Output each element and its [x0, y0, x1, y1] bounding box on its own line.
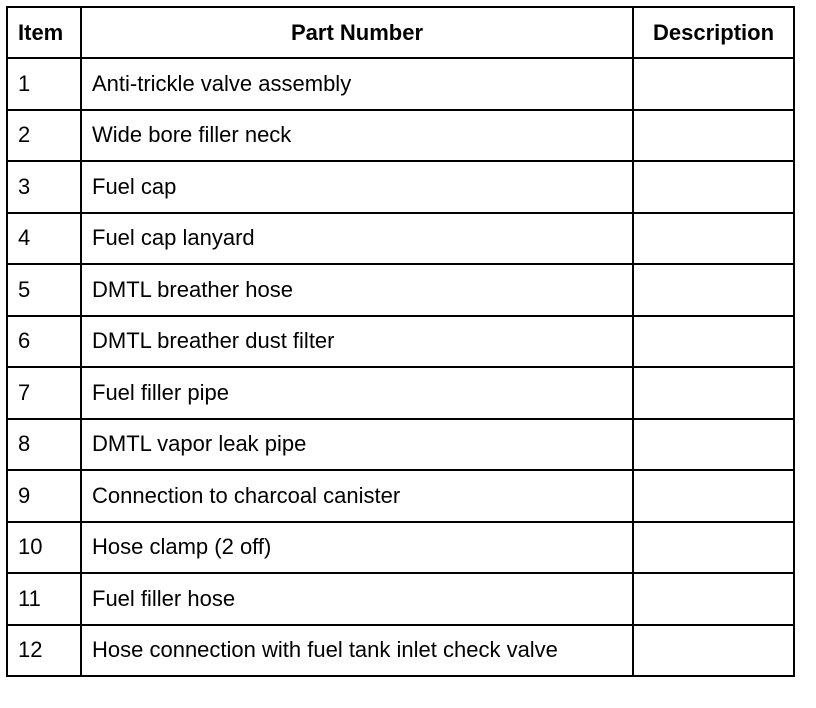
description-cell — [633, 522, 794, 574]
table-row — [7, 161, 794, 213]
part-number-cell: DMTL vapor leak pipe — [81, 419, 633, 471]
header-row — [7, 7, 794, 58]
table-row — [7, 213, 794, 265]
part-number-cell: Fuel cap — [81, 161, 633, 213]
table-row — [7, 316, 794, 368]
description-cell — [633, 367, 794, 419]
description-cell — [633, 58, 794, 110]
table-row — [7, 573, 794, 625]
description-cell — [633, 161, 794, 213]
description-cell — [633, 625, 794, 677]
table-body — [7, 58, 794, 676]
part-number-cell: DMTL breather dust filter — [81, 316, 633, 368]
part-number-cell: Fuel cap lanyard — [81, 213, 633, 265]
table-row — [7, 110, 794, 162]
description-cell — [633, 470, 794, 522]
part-number-cell: Anti-trickle valve assembly — [81, 58, 633, 110]
item-cell: 4 — [7, 213, 81, 265]
item-cell: 3 — [7, 161, 81, 213]
table-header — [7, 7, 794, 58]
table-row — [7, 264, 794, 316]
part-number-cell: Hose connection with fuel tank inlet check valve — [81, 625, 633, 677]
column-header-description: Description — [633, 7, 794, 58]
parts-table — [6, 6, 795, 677]
table-row — [7, 367, 794, 419]
table-row — [7, 522, 794, 574]
part-number-cell: Connection to charcoal canister — [81, 470, 633, 522]
item-cell: 8 — [7, 419, 81, 471]
description-cell — [633, 213, 794, 265]
item-cell: 6 — [7, 316, 81, 368]
item-cell: 5 — [7, 264, 81, 316]
item-cell: 7 — [7, 367, 81, 419]
column-header-part-number: Part Number — [81, 7, 633, 58]
part-number-cell: Hose clamp (2 off) — [81, 522, 633, 574]
item-cell: 9 — [7, 470, 81, 522]
description-cell — [633, 573, 794, 625]
description-cell — [633, 316, 794, 368]
part-number-cell: Fuel filler hose — [81, 573, 633, 625]
description-cell — [633, 419, 794, 471]
item-cell: 10 — [7, 522, 81, 574]
item-cell: 2 — [7, 110, 81, 162]
description-cell — [633, 264, 794, 316]
item-cell: 12 — [7, 625, 81, 677]
item-cell: 11 — [7, 573, 81, 625]
column-header-item: Item — [7, 7, 81, 58]
table-row — [7, 419, 794, 471]
table-row — [7, 58, 794, 110]
part-number-cell: DMTL breather hose — [81, 264, 633, 316]
part-number-cell: Fuel filler pipe — [81, 367, 633, 419]
item-cell: 1 — [7, 58, 81, 110]
description-cell — [633, 110, 794, 162]
table-row — [7, 470, 794, 522]
table-row — [7, 625, 794, 677]
part-number-cell: Wide bore filler neck — [81, 110, 633, 162]
